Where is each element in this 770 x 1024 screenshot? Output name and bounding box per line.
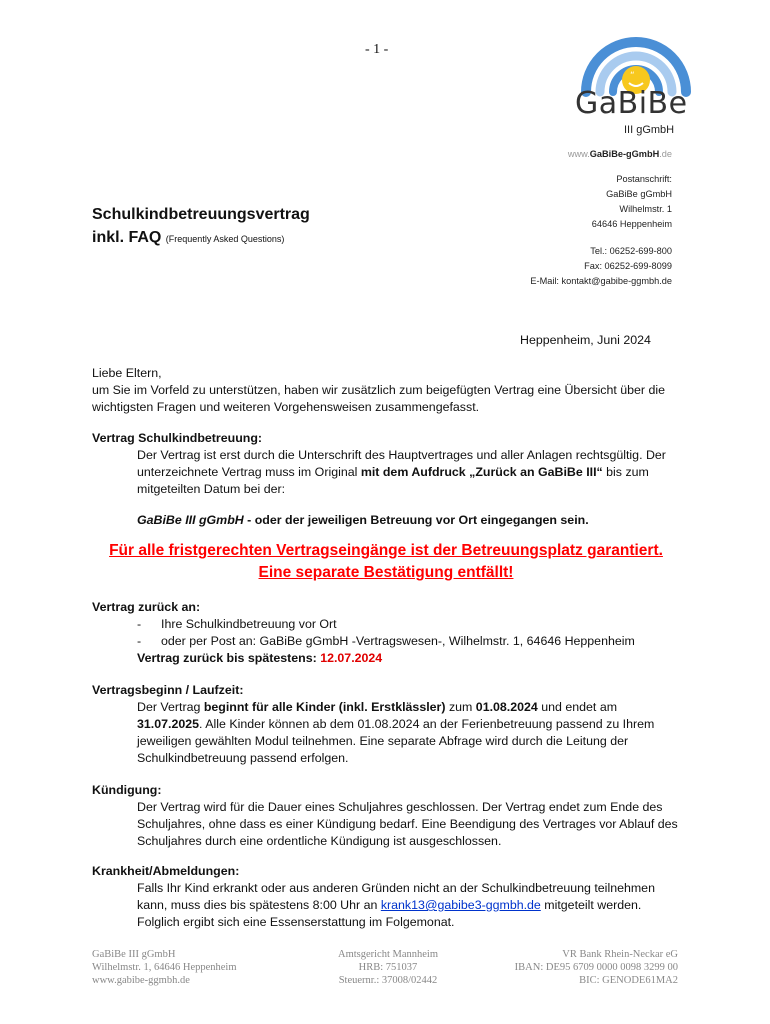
list-item: - [137,617,142,631]
contact-numbers [530,244,672,289]
section-return-heading: Vertrag zurück an: [92,600,201,614]
guarantee-banner [92,540,680,584]
section-illness-text: Falls Ihr Kind erkrankt oder aus anderen Gründen nicht an der Schulkindbetreuung teilnehmen kann, muss dies bis spätestens 8:00 Uhr an krank13@gabibe3-ggmbh.de mitgeteilt werden. Folglich ergibt sich eine Essenserstattung im Folgemonat. [137,881,655,929]
svg-text:“: “ [630,71,635,81]
footer-bank: VR Bank Rhein-Neckar eG IBAN: DE95 6709 0000 0098 3299 00 BIC: GENODE61MA2 [514,949,678,986]
deadline-date: 12.07.2024 [320,651,383,665]
title-line-2: inkl. FAQ (Frequently Asked Questions) [92,229,285,246]
intro-paragraph: um Sie im Vorfeld zu unterstützen, haben wir zusätzlich zum beigefügten Vertrag eine Übersicht über die wichtigsten Fragen und weiteren Vorgehensweisen zusammengefasst. [92,383,666,414]
title-line-1: Schulkindbetreuungsvertrag [92,206,310,223]
postal-city: 64646 Heppenheim [591,219,672,229]
section-illness-heading: Krankheit/Abmeldungen: [92,864,240,878]
banner-line-1: Für alle fristgerechten Vertragseingänge ist der Betreuungsplatz garantiert. [109,542,663,559]
postal-address [592,172,672,232]
section-contract-recipient: GaBiBe III gGmbH - oder der jeweiligen Betreuung vor Ort eingegangen sein. [137,513,589,527]
postal-street: Wilhelmstr. 1 [619,204,672,214]
postal-heading: Postanschrift: [616,174,672,184]
logo-brand-sub: III gGmbH [624,124,675,136]
document-title [92,203,310,251]
page-number: - 1 - [365,42,389,57]
greeting: Liebe Eltern, [92,366,162,380]
footer-company: GaBiBe III gGmbH Wilhelmstr. 1, 64646 Heppenheim www.gabibe-ggmbh.de [92,949,237,986]
section-contract-heading: Vertrag Schulkindbetreuung: [92,431,263,445]
return-item-1: Ihre Schulkindbetreuung vor Ort [161,617,337,631]
dateline: Heppenheim, Juni 2024 [520,333,651,347]
return-item-2: oder per Post an: GaBiBe gGmbH -Vertragswesen-, Wilhelmstr. 1, 64646 Heppenheim [161,634,635,648]
section-termination-heading: Kündigung: [92,783,162,797]
list-item: - [137,634,142,648]
email: E-Mail: kontakt@gabibe-ggmbh.de [530,276,672,286]
logo-brand-name: GaBiBe [575,86,688,121]
footer-register: Amtsgericht Mannheim HRB: 751037 Steuernr.: 37008/02442 [337,949,439,986]
section-termination-text: Der Vertrag wird für die Dauer eines Schuljahres geschlossen. Der Vertrag endet zum Ende des Schuljahres, ohne dass es einer Kündigung bedarf. Eine Beendigung des Vertrages vor Ablauf des Schuljahres durch eine ordentliche Kündigung ist ausgeschlossen. [137,800,678,848]
illness-email-link[interactable]: krank13@gabibe3-ggmbh.de [380,898,541,912]
banner-line-2: Eine separate Bestätigung entfällt! [258,564,514,581]
phone: Tel.: 06252-699-800 [590,246,672,256]
section-start-text: Der Vertrag beginnt für alle Kinder (inkl. Erstklässler) zum 01.08.2024 und endet am 31.07.2025. Alle Kinder können ab dem 01.08.2024 an der Ferienbetreuung passend zu Ihrem jeweiligen gewählten Modul teilnehmen. Eine separate Abfrage wird durch die Leitung der Schulkindbetreuung passend erfolgen. [137,700,655,765]
fax: Fax: 06252-699-8099 [584,261,672,271]
section-contract-text: Der Vertrag ist erst durch die Unterschrift des Hauptvertrages und aller Anlagen rechtsgültig. Der unterzeichnete Vertrag muss im Original mit dem Aufdruck „Zurück an GaBiBe III“ bis zum mitgeteilten Datum bei der: [137,448,666,496]
section-start-heading: Vertragsbeginn / Laufzeit: [92,683,244,697]
postal-name: GaBiBe gGmbH [606,189,672,199]
return-deadline: Vertrag zurück bis spätestens: 12.07.2024 [137,651,383,665]
website-line: www.GaBiBe-gGmbH.de [567,149,672,159]
